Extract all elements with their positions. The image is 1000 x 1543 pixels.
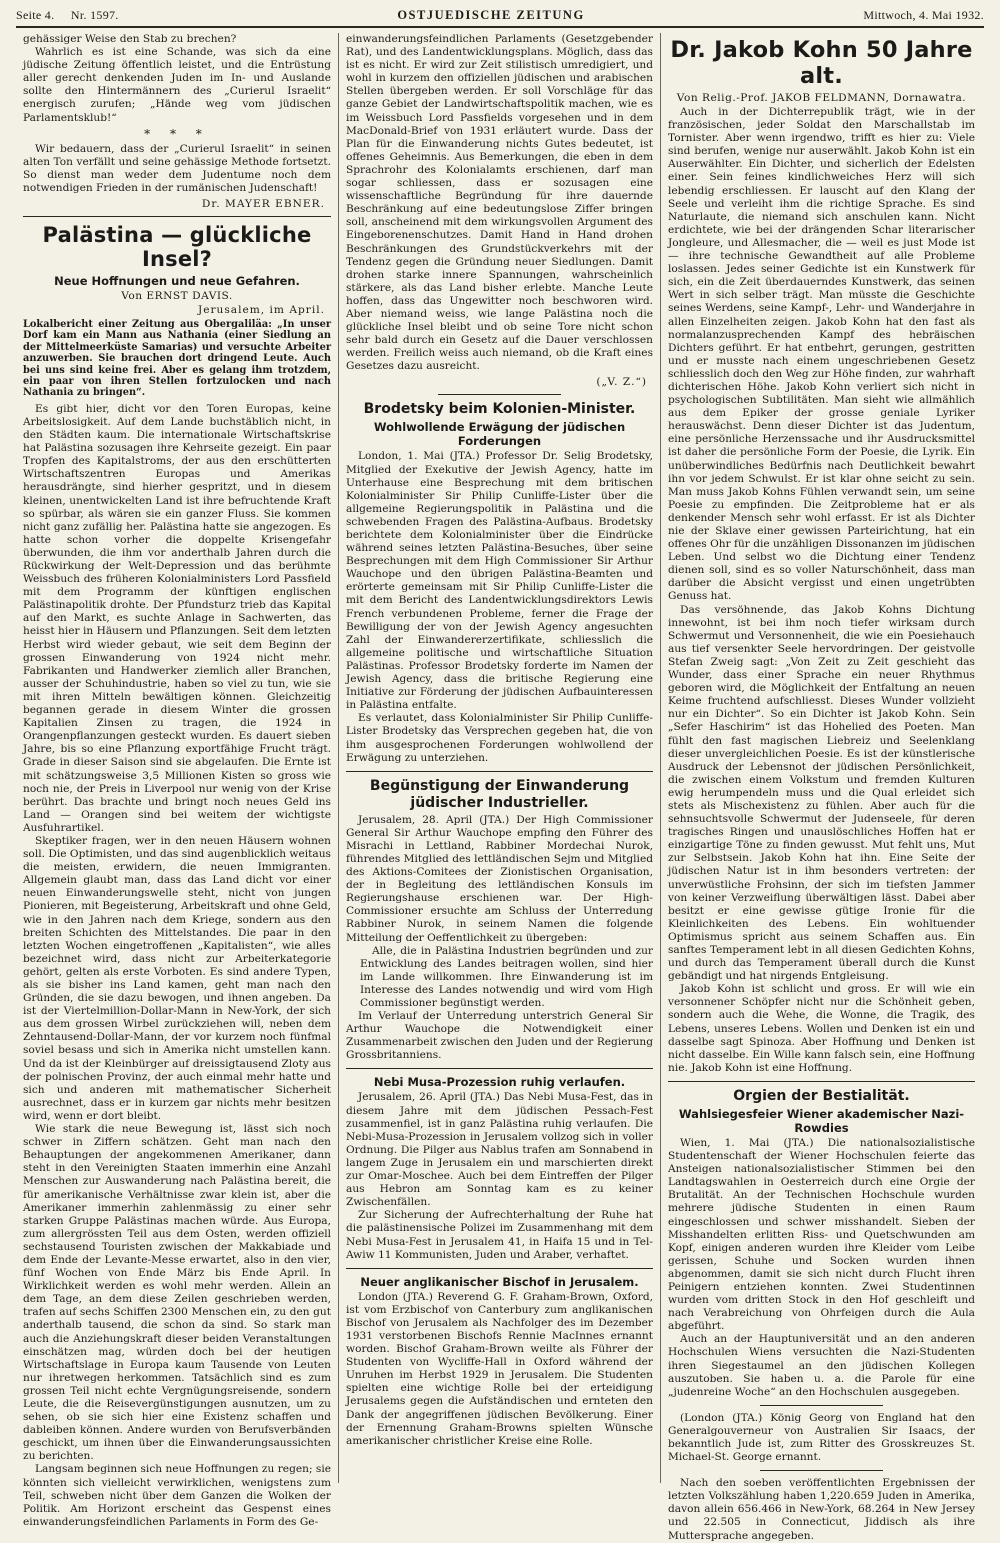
masthead <box>16 8 984 28</box>
article-title-einwanderung: Begünstigung der Einwanderung jüdischer Industrieller. <box>369 777 630 811</box>
article-title-nebi-musa: Nebi Musa-Prozession ruhig verlaufen. <box>373 1075 626 1090</box>
article-byline: Von ERNST DAVIS. <box>121 290 233 303</box>
source-signature: („V. Z.“) <box>596 376 647 389</box>
article-dateline: Jerusalem, im April. <box>197 304 325 317</box>
article-paragraph: Das versöhnende, das Jakob Kohns Dichtung innewohnt, ist bei ihm noch tiefer wirksam durch Schwermut und Versonnenheit, die wie ein Poesiehauch aus tief versenkter Seele hervordringen. Der geistvolle Stefan Zweig sagt: „Von Zeit zu Zeit geschieht das Wunder, dass einer Sprache ein neuer Rhythmus geboren wird, die Möglichkeit der Entfaltung an neuen Keime fruchtend aufschliesst. Dieses Wunder vollzieht nur ein Dichter“. So ein Dichter ist Jakob Kohn. Sein „Sefer Haschirim“ ist das Hohelied des Poeten. Man fühlt den fast magischen Liebreiz und Seelenklang dieser unvergleichlichen Poesie. Es ist der künstlerische Ausdruck der Lebensnot der jüdischen Persönlichkeit, die zwischen einem Volkstum und fremden Kulturen ewig herumpendeln muss und die Qual erleidet sich stets als Mischexistenz zu fühlen. Aber auch für die sehnsuchtsvolle Schwermut der Judenseele, für deren tragisches Ringen und unauslöschliches Hoffen hat er einzigartige Töne zu finden gewusst. Mut fehlt uns, Mut zur Selbstsein. Jakob Kohn hat ihn. Eine Seite der jüdischen Natur ist in ihm besonders vertreten: der unverwüstliche Frohsinn, der sich im tiefsten Jammer von keiner Verzweiflung überwältigen lässt. Dabei aber besitzt er eine gewisse gütige Ironie für die Kleinlichkeiten des Lebens. Ein wohltuender Optimismus spricht aus seinem Schaffen aus. Ein sanftes Temperament lebt in all diesen Gedichten Kohns, und durch das Temperament überall durch die Kunst gebändigt und hat nirgends Entgleisung. <box>668 603 975 983</box>
article-paragraph: Wien, 1. Mai (JTA.) Die nationalsozialistische Studentenschaft der Wiener Hochschulen feierte das Ansteigen nationalsozialistischer Stimmen bei den Landtagswahlen in Oesterreich durch eine Orgie der Brutalität. An der Technischen Hochschule wurden mehrere jüdische Studenten in einen Raum eingeschlossen und schwer misshandelt. Sieben der Misshandelten erlitten Riss- und Quetschwunden am Kopf, einigen anderen wurden ihre Kleider vom Leibe gerissen, Schuhe und Socken wurden ihnen abgenommen, damit sie sich nicht durch Flucht ihren Peinigern entziehen konnten. Zwei Studentinnen wurden vom dritten Stock in den Hof geschleift und nach Verabreichung von Ohrfeigen durch die Aula abgeführt. <box>668 1136 975 1333</box>
divider <box>760 1470 883 1471</box>
article-paragraph: Jerusalem, 28. April (JTA.) Der High Commissioner General Sir Arthur Wauchope empfing den Führer des Misrachi in Lettland, Rabbiner Mordechai Nurok, führendes Mitglied des lettländischen Sejm und Mitglied des Aktions-Comitees der Zionistischen Organisation, der in Begleitung des lettländischen Konsuls im Regierungshause erschienen war. Der High-Commissioner ersuchte am Schluss der Unterredung Rabbiner Nurok, in seinem Namen die folgende Mitteilung der Oeffentlichkeit zu übergeben: <box>346 813 653 944</box>
article-paragraph: Auch an der Hauptuniversität und an den anderen Hochschulen Wiens versuchten die Nazi-Studenten ihren Siegestaumel an den jüdischen Kollegen auszutoben. Sie haben u. a. die Parole für eine „judenreine Woche“ an den Hochschulen ausgegeben. <box>668 1333 975 1398</box>
issue-number: Nr. 1597. <box>70 8 119 22</box>
intro-paragraph: Wahrlich es ist eine Schande, was sich da eine jüdische Zeitung öffentlich leistet, und die Entrüstung aller gerecht denkenden Juden im In- und Auslande sollte den Hintermännern des „Curierul Israelit“ energisch zurufen; „Hände weg vom jüdischen Parlamentsklub!“ <box>23 46 331 124</box>
article-title-brodetsky: Brodetsky beim Kolonien-Minister. <box>363 401 636 418</box>
article-paragraph: Es verlautet, dass Kolonialminister Sir Philip Cunliffe-Lister Brodetsky das Versprechen gegeben hat, die von ihm ausgesprochenen Forderungen wohlwollend der Erwägung zu unterziehen. <box>346 712 653 764</box>
article-paragraph: Skeptiker fragen, wer in den neuen Häusern wohnen soll. Die Optimisten, und das sind augenblicklich weitaus die meisten, erwidern, die neuen Immigranten. Allgemein glaubt man, dass das Land dicht vor einer neuen Einwanderungswelle steht, nicht von jungen Pionieren, mit Begeisterung, Arbeitskraft und ohne Geld, wie in den Jahren nach dem Kriege, sondern aus den breiten Schichten des Mittelstandes. Die paar in den letzten Wochen eingetroffenen „Kapitalisten“, wie alles bezeichnet wird, dass nicht zur Arbeiterkategorie gehört, gelten als erste Vorboten. Es sind andere Typen, als sie bisher ins Land kamen, geht man nach den Gründen, die sie dazu bewogen, und ihnen angeben. Da ist der Viertelmillion-Dollar-Mann in New-York, der sich aus dem grossen Wirbel zurückziehen will, neben dem Zehntausend-Dollar-Mann, der vor kurzem noch fünfmal soviel besass und sich in Amerika nicht umstellen kann. Und da ist der Kleinbürger auf dreissigtausend Zloty aus der polnischen Provinz, der auch einmal mehr hatte und sich und anderen mit mathematischer Sicherheit ausrechnet, dass er in kurzem gar nichts mehr besitzen wird, wenn er dort bleibt. <box>23 834 331 1122</box>
page-number: Seite 4. <box>16 8 55 22</box>
section-stars: * * * <box>144 126 210 141</box>
divider <box>346 1068 653 1069</box>
article-paragraph: Jakob Kohn ist schlicht und gross. Er will wie ein versonnener Schöpfer nicht nur die Schönheit geben, sondern auch die Wehe, die Wonne, die Tragik, des Lebens, unseres Lebens. Wollen und Denken ist ein und dasselbe sagt Spinoza. Aber Hoffnung und Denken ist nicht dasselbe. Ein Wille kann falsch sein, eine Hoffnung nie. Jakob Kohn ist eine Hoffnung. <box>668 983 975 1074</box>
news-brief: (London (JTA.) König Georg von England hat den Generalgouverneur von Australien Sir Isaacs, der bekanntlich Jude ist, zum Ritter des Grosskreuzes St. Michael-St. George ernannt. <box>668 1411 975 1464</box>
article-title-kohn: Dr. Jakob Kohn 50 Jahre alt. <box>670 37 973 89</box>
issue-date: Mittwoch, 4. Mai 1932. <box>863 8 984 22</box>
article-title-palaestina: Palästina — glückliche Insel? <box>42 223 312 272</box>
article-paragraph: Jerusalem, 26. April (JTA.) Das Nebi Musa-Fest, das in diesem Jahre mit dem jüdischen Pessach-Fest zusammenfiel, ist in ganz Palästina ruhig verlaufen. Die Nebi-Musa-Prozession in Jerusalem vollzog sich in voller Ordnung. Die Pilger aus Nablus trafen am Sonnabend in langem Zuge in Jerusalem ein und marschierten direkt zur Omar-Moschee. Auch bei dem Eintreffen der Pilger aus Hebron am Sonntag kam es zu keiner Zwischenfällen. <box>346 1091 653 1209</box>
article-paragraph: Auch in der Dichterrepublik trägt, wie in der französischen, jeder Soldat den Marschallstab im Tornister. Aber wenn irgendwo, trifft es hier zu: Viele sind berufen, wenige nur auserwählt. Jakob Kohn ist ein Auserwählter. Ein Dichter, und sicherlich der Edelsten einer. Sein feines kindlichweiches Herz will sich lebendig erschliessen. Er lauscht auf den Klang der Seele und verleiht ihm die richtige Sprache. Es sind Naturlaute, die niemand sich anschulen kann. Nicht erdichtete, wie bei der drängenden Schar literarischer Jongleure, und Allesmacher, die — weil es just Mode ist — ihre technische Gewandtheit auf alle Probleme loslassen. Jedes seiner Gedichte ist ein Kunstwerk für sich, ein die Zeit überdauerndes Kunstwerk, das seinen Wert in sich selber trägt. Man müsste die Geschichte seines Werdens, seine Kampf-, Lehr- und Wanderjahre in allen Einzelheiten zeigen. Jakob Kohn hat den fast als normalanzusprechenden Kampf des hebräischen Dichters geführt. Er hat entbehrt, gerungen, gestritten und er musste nach einem ungeschriebenen Gesetz schliesslich doch den Weg zur Höhe finden, zur wahrhaft dichterischen Höhe. Jakob Kohn verliert sich nicht in psychologischen Subtilitäten. Man sieht wie allmählich aus dem Epiker der grosse geniale Lyriker herauswächst. Denn dieser Dichter ist das Judentum, eine persönliche Herzenssache und ihr Ausdrucksmittel ist daher die persönliche Form der Poesie, die Lyrik. Ein unüberwindliches Bedürfnis nach Deutlichkeit bewahrt ihn vor jedem Schwulst. Er ist klar ohne seicht zu sein. Man muss Jakob Kohns Fühlen verwandt sein, um seine Poesie zu empfinden. Die Zeitprobleme hat er als denkender Mensch sehr wohl erfasst. Er ist als Dichter nie der Sklave einer gewissen Parteirichtung, hat ein offenes Ohr für die unzähligen Dissonanzen im jüdischen Leben. Und selbst wo die Dichtung einer Tendenz dienen soll, sind es so voller Naturschönheit, dass man darüber die Absicht vergisst und einen ungetrübten Genuss hat. <box>668 106 975 603</box>
newspaper-name: OSTJUEDISCHE ZEITUNG <box>397 8 585 22</box>
intro-paragraph: Wir bedauern, dass der „Curierul Israelit“ in seinen alten Ton verfällt und seine gehässige Methode fortsetzt. So dienst man weder dem Judentume noch dem notwendigen Frieden in der rumänischen Judenschaft! <box>23 142 331 194</box>
article-subtitle: Neue Hoffnungen und neue Gefahren. <box>54 274 300 289</box>
masthead-left <box>16 8 119 23</box>
column-3 <box>660 33 982 1542</box>
article-paragraph: London, 1. Mai (JTA.) Professor Dr. Selig Brodetsky, Mitglied der Exekutive der Jewish Agency, hatte im Unterhause eine Besprechung mit dem britischen Kolonialminister Sir Philip Cunliffe-Lister über die allgemeine Regierungspolitik in Palästina und die schwebenden Fragen des Palästina-Aufbaus. Brodetsky berichtete dem Kolonialminister über die Eindrücke während seines letzten Palästina-Besuches, über seine Besprechungen mit dem High Commissioner Sir Arthur Wauchope und den übrigen Palästina-Beamten und erörterte gemeinsam mit Sir Philip Cunliffe-Lister die mit dem Bericht des Landentwicklungsdirektors Lewis French verbundenen Probleme, ferner die Frage der Bewilligung der von der Jewish Agency angesuchten Zahl der Einwandererzertifikate, schliesslich die allgemeine politische und wirtschaftliche Situation Palästinas. Professor Brodetsky forderte im Namen der Jewish Agency, dass die britische Regierung eine Initiative zur Förderung der jüdischen Aufbauinteressen in Palästina entfalte. <box>346 450 653 712</box>
article-byline: Von Relig.-Prof. JAKOB FELDMANN, Dornawatra. <box>676 92 967 104</box>
article-paragraph: Langsam beginnen sich neue Hoffnungen zu regen; sie könnten sich vielleicht verwirklichen, wenigstens zum Teil, schweben nicht über dem Ganzen die Wolken der Politik. Am Horizont erscheint das Gespenst eines einwanderungsfeindlichen Parlaments in Form des Ge- <box>23 1463 331 1528</box>
article-paragraph: London (JTA.) Reverend G. F. Graham-Brown, Oxford, ist vom Erzbischof von Canterbury zum anglikanischen Bischof von Jerusalem als Nachfolger des im Dezember 1931 verstorbenen Bischofs Rennie MacInnes ernannt worden. Bischof Graham-Brown weilte als Führer der Studenten von Wycliffe-Hall in Oxford während der Unruhen im Herbst 1929 in Jerusalem. Die Studenten spielten eine wichtige Rolle bei der erteidigung Jerusalems gegen die Aufständischen und ernteten den Dank der angegriffenen jüdischen Bevölkerung. Einer der Ernennung Graham-Browns spielten Wünsche amerikanischer christlicher Kreise eine Rolle. <box>346 1290 653 1447</box>
divider <box>760 1405 883 1406</box>
column-2 <box>338 33 660 1483</box>
article-paragraph: Wie stark die neue Bewegung ist, lässt sich noch schwer in Ziffern schätzen. Geht man nach den Behauptungen der angekommenen Amerikaner, dann steht in den Vereinigten Staaten immerhin eine Anzahl Menschen zur Auswanderung nach Palästina bereit, die für amerikanische Verhältnisse zwar klein ist, aber die Amerikaner immerhin zahlenmässig zu einer sehr starken Gruppe Palästinas machen würde. Aus Europa, zum allergrössten Teil aus dem Osten, werden offiziell sechstausend Touristen zwischen der Makkabiade und dem Ende der Levante-Messe erwartet, also in den vier, fünf Wochen von Ende März bis Ende April. In Wirklichkeit werden es wohl mehr werden. Allein an dem Tage, an dem diese Zeilen geschrieben werden, trafen auf sechs Schiffen 2300 Menschen ein, zu den gut anderthalb tausend, die schon da sind. So stark man auch die Anziehungskraft dieser beiden Veranstaltungen einschätzen mag, würden doch bei der heutigen Wirtschaftslage in Europa kaum Tausende von Leuten nur ihretwegen herkommen. Tatsächlich sind es zum grossen Teil nicht echte Vergnügungsreisende, sondern Leute, die die Reisevergünstigungen ausnutzen, um zu sehen, ob sie sich hier eine Existenz schaffen und dableiben können. Andere wurden von Berufsverbänden geschickt, um ihnen über die Einwanderungsaussichten zu berichten. <box>23 1123 331 1463</box>
column-1 <box>16 33 338 1528</box>
article-lead: Lokalbericht einer Zeitung aus Obergaliläa: „In unser Dorf kam ein Mann aus Nathania (einer Siedlung an der Mittelmeerküste Samarias) und versuchte Arbeiter anzuwerben. Sie brauchen dort dringend Leute. Auch bei uns sind keine frei. Aber es gelang ihm trotzdem, ein paar von ihren Stellen fortzulocken und nach Nathania zu bringen“. <box>23 319 331 399</box>
article-title-bischof: Neuer anglikanischer Bischof in Jerusalem. <box>360 1274 639 1289</box>
article-subtitle: Wohlwollende Erwägung der jüdischen Forderungen <box>373 420 626 449</box>
divider <box>668 1081 975 1082</box>
columns <box>16 33 984 1542</box>
news-brief: Nach den soeben veröffentlichten Ergebnissen der letzten Volkszählung haben 1,220.659 Juden in Amerika, davon allein 656.466 in New-York, 68.264 in New Jersey und 22.505 in Connecticut, Jiddisch als ihre Muttersprache angegeben. <box>668 1477 975 1542</box>
article-subtitle: Wahlsiegesfeier Wiener akademischer Nazi-Rowdies <box>678 1106 965 1135</box>
divider <box>346 1268 653 1269</box>
intro-paragraph: gehässiger Weise den Stab zu brechen? <box>23 33 237 45</box>
author-signature: Dr. MAYER EBNER. <box>201 198 325 211</box>
divider <box>23 216 331 217</box>
article-paragraph: Zur Sicherung der Aufrechterhaltung der Ruhe hat die palästinensische Polizei im Zusammenhang mit dem Nebi Musa-Fest in Jerusalem 41, in Haifa 15 und in Tel-Awiw 11 Kommunisten, Juden und Araber, verhaftet. <box>346 1209 653 1261</box>
divider <box>346 771 653 772</box>
divider <box>438 394 561 395</box>
article-quote: Alle, die in Palästina Industrien begründen und zur Entwicklung des Landes beitragen wollen, sind hier im Lande willkommen. Ihre Einwanderung ist im Interesse des Landes notwendig und wird vom High Commissioner begünstigt werden. <box>360 944 653 1009</box>
article-paragraph: einwanderungsfeindlichen Parlaments (Gesetzgebender Rat), und des Landentwicklungsplans. Möglich, dass das ist es nicht. Er wird zur Zeit stilistisch umredigiert, und wohl in kurzem den offiziellen jüdischen und arabischen Stellen übergeben werden. Er soll Vorschläge für das ganze Gebiet der Landwirtschaftspolitik machen, wie es im Weissbuch Lord Passfields vorgesehen und in dem MacDonald-Brief von 1931 erläutert wurde. Dass der Plan für die Einwanderung nichts Gutes bedeutet, ist offenes Geheimnis. Aus Bemerkungen, die eben in dem Sprachrohr des Kolonialamts erschienen, darf man sogar schliessen, dass er sozusagen eine wissenschaftliche Begründung für ihre dauernde Beschränkung auf eine bedeutungslose Ziffer bringen soll, anscheinend mit dem wirkungsvollen Argument des Eingeborenenschutzes. Damit Hand in Hand drohen Beschränkungen des Grundstückverkehrs mit der Tendenz gegen die Gründung neuer Siedlungen. Damit drohen starke innere Spannungen, wahrscheinlich stärkere, als das Land bisher erlebte. Manche Leute hoffen, dass das Ungewitter noch beschworen wird. Aber niemand weiss, wie lange Palästina noch die glückliche Insel bleibt und ob seine Tore nicht schon sehr bald durch ein Gesetz auf die Dauer verschlossen werden. Freilich weiss auch niemand, ob die Kraft eines Gesetzes dazu ausreicht. <box>346 33 653 373</box>
article-paragraph: Es gibt hier, dicht vor den Toren Europas, keine Arbeitslosigkeit. Auf dem Lande buchstäblich nicht, in den Städten kaum. Die internationale Wirtschaftskrise hat Palästina sozusagen ihre Kehrseite gezeigt. Ein paar Tropfen des Kapitalstroms, der aus den erschütterten Wirtschaftszentren Europas und Amerikas herausdrängte, sind hierher gespritzt, und in diesem kleinen, unentwickelten Land ist ihre befruchtende Kraft so spürbar, als wären sie ein ganzer Fluss. Sie kommen nicht ganz zufällig her. Palästina hatte sie angezogen. Es hatte schon vorher die doppelte Krisengefahr überwunden, die ihm vor anderthalb Jahren durch die Rückwirkung der Welt-Depression und das berühmte Weissbuch des früheren Kolonialministers Lord Passfield mit dem Programm der künftigen englischen Palästinapolitik drohte. Der Pfundsturz trieb das Kapital auf den Markt, es suchte Anlage in Sachwerten, das heisst hier in Häusern und Pflanzungen. Seit dem letzten Herbst wird wieder gebaut, wie seit dem Beginn der grossen Einwanderung von 1924 nicht mehr. Fabrikanten und Handwerker ziemlich aller Branchen, ausser der Schuhindustrie, haben so viel zu tun, wie sie mit ihren Mitteln bewältigen können. Gleichzeitig begannen gerade in diesem Winter die grossen Kapitalien Zinsen zu tragen, die 1924 in Orangenpflanzungen gesteckt wurden. Es dauert sieben Jahre, bis so eine Pflanzung exportfähige Frucht trägt. Grade in dieser Saison sind sie abgelaufen. Die Ernte ist mit schätzungsweise 3,5 Millionen Kisten so gross wie noch nie, der Preis in Liverpool nur wenig von der Krise berührt. Das brachte und bringt noch neues Geld ins Land — Orangen sind bei weitem der wichtigste Ausfuhrartikel. <box>23 402 331 834</box>
article-title-orgien: Orgien der Bestialität. <box>733 1087 910 1104</box>
article-paragraph: Im Verlauf der Unterredung unterstrich General Sir Arthur Wauchope die Notwendigkeit einer Zusammenarbeit zwischen den Juden und der Regierung Grossbritanniens. <box>346 1010 653 1062</box>
